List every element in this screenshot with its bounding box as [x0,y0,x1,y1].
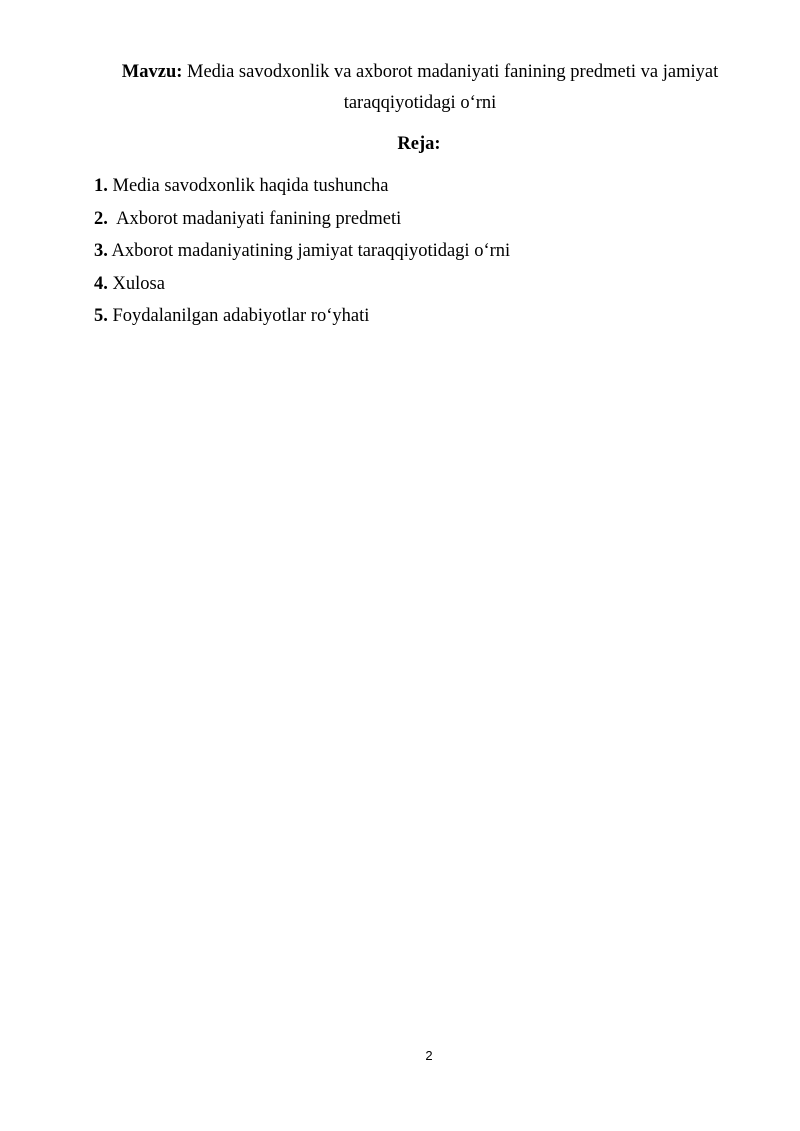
plan-item [94,174,510,207]
topic-label: Mavzu: [121,62,183,82]
plan-item [94,239,510,272]
page-number: 2 [425,1048,433,1063]
topic-title [80,57,760,119]
plan-item-number: 4. [94,273,108,294]
plan-item-text: Xulosa [107,273,165,294]
plan-item [94,304,510,337]
plan-item-text: Axborot madaniyatining jamiyat taraqqiyotidagi o‘rni [107,241,511,261]
plan-item-number: 5. [94,306,108,326]
plan-item-number: 1. [94,176,108,196]
plan-item-number: 2. [94,208,108,229]
plan-item-text: Axborot madaniyati fanining predmeti [107,208,402,229]
plan-item-text: Foydalanilgan adabiyotlar ro‘yhati [107,306,370,326]
plan-item-text: Media savodxonlik haqida tushuncha [107,176,389,196]
plan-item [94,207,510,240]
plan-list [94,174,510,337]
plan-item-number: 3. [94,241,108,261]
topic-text: Media savodxonlik va axborot madaniyati fanining predmeti va jamiyat taraqqiyotidagi o‘rni [182,62,719,113]
plan-item [94,272,510,305]
plan-heading: Reja: [397,134,441,154]
